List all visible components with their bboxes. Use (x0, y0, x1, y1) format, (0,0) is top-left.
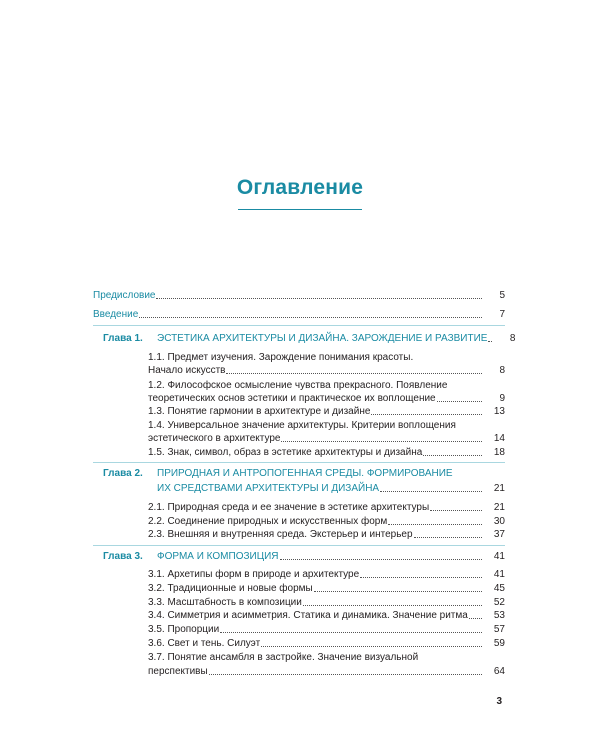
dot-leader (314, 591, 482, 592)
toc-entry-page: 53 (493, 610, 505, 621)
dot-leader (430, 510, 482, 511)
toc-section-3-3[interactable] (148, 597, 505, 609)
toc-section-label: Начало искусств (148, 365, 226, 376)
toc-entry-page: 14 (493, 433, 505, 444)
toc-chapter-1[interactable] (157, 333, 516, 345)
toc-section-3-6[interactable] (148, 638, 505, 650)
toc-section-2-2[interactable] (148, 516, 505, 528)
dot-leader (226, 373, 482, 374)
section-separator (93, 325, 505, 326)
toc-section-3-4[interactable] (148, 610, 505, 622)
page-number: 3 (496, 696, 502, 707)
title-underline (238, 209, 362, 210)
toc-entry-page: 21 (493, 483, 505, 494)
toc-section-line: 3.7. Понятие ансамбля в застройке. Значение визуальной (148, 652, 419, 663)
dot-leader (360, 577, 482, 578)
toc-entry-page: 8 (509, 333, 516, 344)
dot-leader (388, 524, 482, 525)
toc-section-label: 3.4. Симметрия и асимметрия. Статика и динамика. Значение ритма (148, 610, 468, 621)
toc-section-line: 1.1. Предмет изучения. Зарождение понимания красоты. (148, 352, 414, 363)
toc-entry-page: 64 (493, 666, 505, 677)
chapter-3-label: Глава 3. (103, 551, 143, 562)
toc-section-label: перспективы (148, 666, 208, 677)
dot-leader (280, 559, 482, 560)
toc-entry-page: 9 (499, 393, 505, 404)
dot-leader (209, 674, 482, 675)
toc-section-label: 3.6. Свет и тень. Силуэт (148, 638, 261, 649)
toc-section-label: 2.2. Соединение природных и искусственных форм (148, 516, 388, 527)
toc-entry-page: 52 (493, 597, 505, 608)
toc-entry-introduction[interactable] (93, 309, 505, 321)
toc-section-3-2[interactable] (148, 583, 505, 595)
toc-section-line: 1.2. Философское осмысление чувства прекрасного. Появление (148, 380, 448, 391)
toc-section-3-1[interactable] (148, 569, 505, 581)
dot-leader (220, 632, 482, 633)
chapter-2-label: Глава 2. (103, 468, 143, 479)
toc-section-line: 1.4. Универсальное значение архитектуры. Критерии воплощения (148, 420, 456, 431)
toc-entry-page: 8 (499, 365, 505, 376)
dot-leader (261, 646, 482, 647)
toc-section-label: 3.2. Традиционные и новые формы (148, 583, 313, 594)
toc-entry-page: 57 (493, 624, 505, 635)
dot-leader (488, 341, 492, 342)
toc-entry-page: 45 (493, 583, 505, 594)
toc-section-3-5[interactable] (148, 624, 505, 636)
toc-entry-page: 41 (493, 569, 505, 580)
toc-section-label: теоретических основ эстетики и практическое их воплощение (148, 393, 436, 404)
toc-entry-preface[interactable] (93, 290, 505, 302)
toc-section-label: 1.3. Понятие гармонии в архитектуре и дизайне (148, 406, 371, 417)
toc-entry-label: Введение (93, 309, 139, 320)
toc-section-3-7[interactable] (148, 666, 505, 678)
toc-section-label: 2.1. Природная среда и ее значение в эстетике архитектуры (148, 502, 430, 513)
toc-entry-page: 5 (499, 290, 505, 301)
toc-section-2-3[interactable] (148, 529, 505, 541)
chapter-title: ИХ СРЕДСТВАМИ АРХИТЕКТУРЫ И ДИЗАЙНА (157, 483, 380, 494)
toc-section-1-1[interactable] (148, 365, 505, 377)
page-title: Оглавление (236, 176, 364, 199)
toc-section-label: 3.5. Пропорции (148, 624, 220, 635)
dot-leader (423, 455, 482, 456)
toc-section-1-3[interactable] (148, 406, 505, 418)
toc-section-label: 3.1. Архетипы форм в природе и архитектуре (148, 569, 360, 580)
toc-entry-page: 59 (493, 638, 505, 649)
dot-leader (281, 441, 482, 442)
toc-entry-page: 7 (499, 309, 505, 320)
dot-leader (303, 605, 482, 606)
toc-chapter-3[interactable] (157, 551, 505, 563)
toc-section-2-1[interactable] (148, 502, 505, 514)
toc-section-1-4[interactable] (148, 433, 505, 445)
dot-leader (371, 414, 482, 415)
chapter-title: ФОРМА И КОМПОЗИЦИЯ (157, 551, 279, 562)
dot-leader (156, 298, 482, 299)
chapter-1-label: Глава 1. (103, 333, 143, 344)
dot-leader (437, 401, 482, 402)
dot-leader (139, 317, 482, 318)
chapter-title: ЭСТЕТИКА АРХИТЕКТУРЫ И ДИЗАЙНА. ЗАРОЖДЕНИЕ И РАЗВИТИЕ (157, 333, 488, 344)
section-separator (93, 462, 505, 463)
dot-leader (414, 537, 482, 538)
toc-entry-page: 13 (493, 406, 505, 417)
toc-section-label: 2.3. Внешняя и внутренняя среда. Экстерьер и интерьер (148, 529, 413, 540)
toc-entry-page: 41 (493, 551, 505, 562)
toc-section-1-2[interactable] (148, 393, 505, 405)
chapter-title-line: ПРИРОДНАЯ И АНТРОПОГЕННАЯ СРЕДЫ. ФОРМИРОВАНИЕ (157, 468, 453, 479)
toc-entry-page: 18 (493, 447, 505, 458)
toc-section-label: 1.5. Знак, символ, образ в эстетике архитектуры и дизайна (148, 447, 423, 458)
toc-entry-page: 30 (493, 516, 505, 527)
dot-leader (380, 491, 482, 492)
toc-entry-page: 21 (493, 502, 505, 513)
dot-leader (469, 618, 482, 619)
toc-section-label: 3.3. Масштабность в композиции (148, 597, 302, 608)
section-separator (93, 545, 505, 546)
toc-section-1-5[interactable] (148, 447, 505, 459)
toc-entry-page: 37 (493, 529, 505, 540)
toc-section-label: эстетического в архитектуре (148, 433, 281, 444)
toc-chapter-2[interactable] (157, 483, 505, 495)
toc-entry-label: Предисловие (93, 290, 156, 301)
